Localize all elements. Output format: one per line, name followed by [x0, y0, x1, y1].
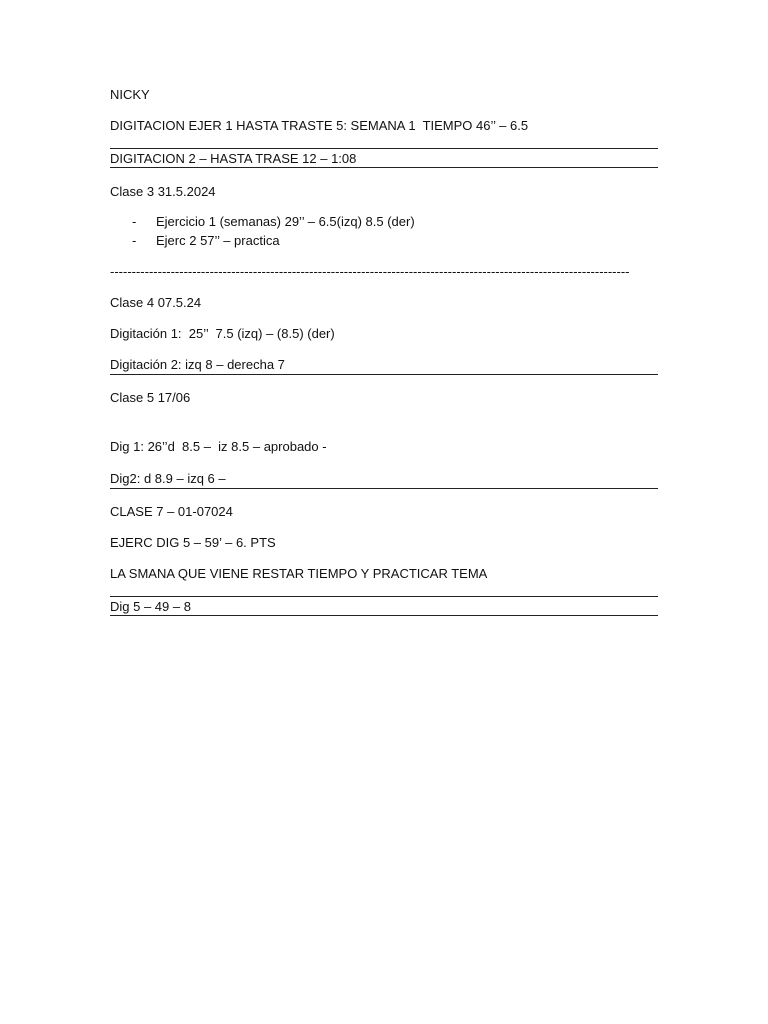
- clase-7-ejercicio: EJERC DIG 5 – 59’ – 6. PTS: [110, 535, 276, 550]
- bullet-dash: -: [132, 233, 137, 248]
- clase-7-heading: CLASE 7 – 01-07024: [110, 504, 233, 519]
- dashed-separator: ------------------------------------------------------------------------------------------------------------------------: [110, 264, 630, 279]
- list-item-text: Ejerc 2 57’’ – practica: [156, 233, 280, 248]
- clase-5-heading: Clase 5 17/06: [110, 390, 191, 405]
- clase-4-heading: Clase 4 07.5.24: [110, 295, 202, 310]
- horizontal-rule: [110, 374, 658, 375]
- clase-4-digitacion-2: Digitación 2: izq 8 – derecha 7: [110, 357, 285, 372]
- list-item-text: Ejercicio 1 (semanas) 29’’ – 6.5(izq) 8.5 (der): [156, 214, 415, 229]
- digitacion-line-1: DIGITACION EJER 1 HASTA TRASTE 5: SEMANA 1 TIEMPO 46’’ – 6.5: [110, 118, 529, 133]
- horizontal-rule: [110, 148, 658, 149]
- clase-5-dig-1: Dig 1: 26’’d 8.5 – iz 8.5 – aprobado -: [110, 439, 327, 454]
- document-title: NICKY: [110, 87, 150, 102]
- clase-5-dig-2: Dig2: d 8.9 – izq 6 –: [110, 471, 226, 486]
- horizontal-rule: [110, 615, 658, 616]
- clase-7-note: LA SMANA QUE VIENE RESTAR TIEMPO Y PRACTICAR TEMA: [110, 566, 488, 581]
- clase-4-digitacion-1: Digitación 1: 25’’ 7.5 (izq) – (8.5) (der): [110, 326, 335, 341]
- clase-3-heading: Clase 3 31.5.2024: [110, 184, 216, 199]
- bullet-dash: -: [132, 214, 137, 229]
- horizontal-rule: [110, 596, 658, 597]
- clase-7-dig-5: Dig 5 – 49 – 8: [110, 599, 191, 614]
- digitacion-line-2: DIGITACION 2 – HASTA TRASE 12 – 1:08: [110, 151, 357, 166]
- horizontal-rule: [110, 167, 658, 168]
- horizontal-rule: [110, 488, 658, 489]
